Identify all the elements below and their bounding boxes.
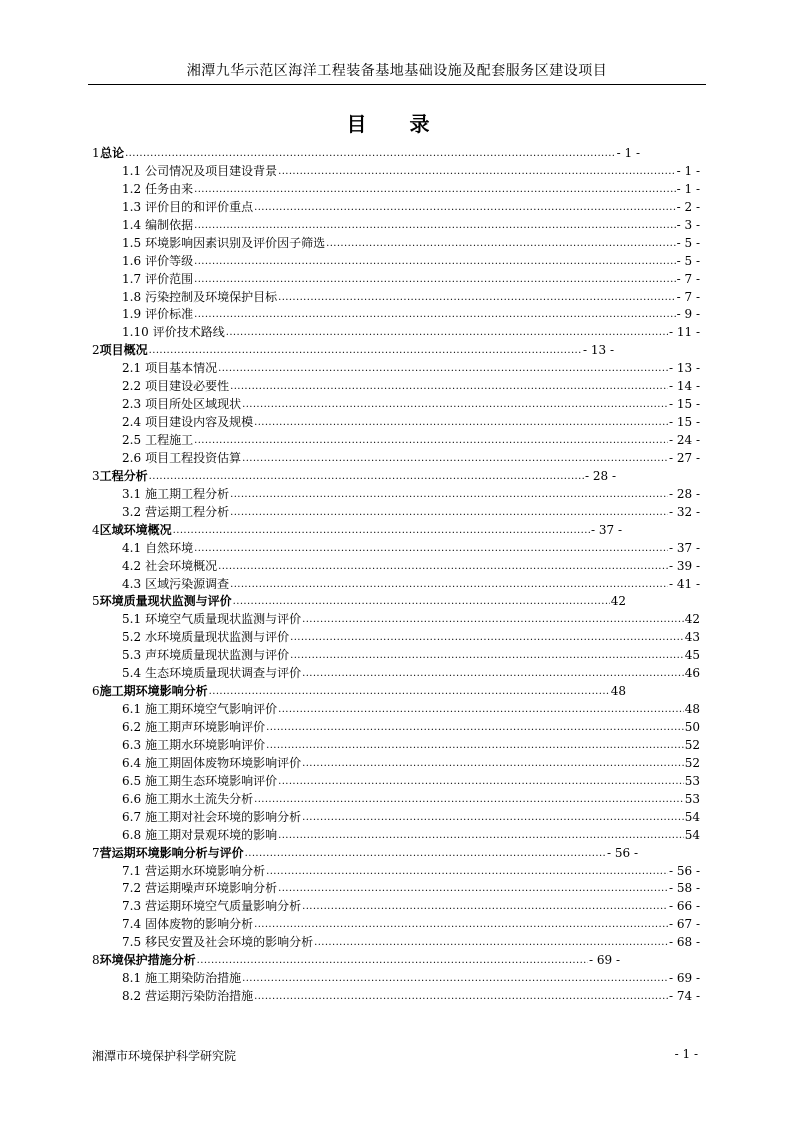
toc-entry-label: 施工期环境空气影响评价 (145, 702, 278, 717)
toc-entry-number: 1.5 (122, 235, 142, 250)
toc-entry-number: 1 (92, 146, 100, 160)
toc-section-entry[interactable] (92, 235, 700, 253)
toc-entry-page: - 14 - (668, 379, 700, 394)
toc-section-entry[interactable] (92, 181, 700, 199)
toc-entry-label: 项目建设必要性 (145, 379, 230, 394)
toc-section-entry[interactable] (92, 576, 700, 594)
toc-dot-leader (302, 897, 668, 916)
toc-dot-leader (254, 790, 684, 809)
toc-dot-leader (194, 270, 676, 289)
toc-dot-leader (254, 413, 668, 432)
toc-entry-number: 4.1 (122, 540, 142, 555)
toc-chapter-entry[interactable] (92, 593, 626, 611)
toc-dot-leader (242, 395, 668, 414)
toc-entry-label: 施工期固体废物环境影响评价 (145, 755, 302, 770)
toc-entry-page: 46 (684, 666, 700, 681)
toc-entry-page: - 74 - (668, 989, 700, 1004)
toc-section-entry[interactable] (92, 880, 700, 898)
toc-entry-page: 43 (684, 630, 700, 645)
toc-entry-label: 营运期环境影响分析与评价 (99, 845, 244, 860)
toc-entry-number: 1.2 (122, 181, 142, 196)
toc-entry-number: 1.3 (122, 199, 142, 214)
toc-entry-number: 6.8 (122, 827, 142, 842)
toc-entry-page: 48 (684, 702, 700, 717)
toc-entry-page: - 15 - (668, 397, 700, 412)
toc-section-entry[interactable] (92, 988, 700, 1006)
toc-entry-label: 自然环境 (145, 540, 194, 555)
toc-section-entry[interactable] (92, 504, 700, 522)
toc-entry-number: 7.5 (122, 935, 142, 950)
toc-section-entry[interactable] (92, 396, 700, 414)
toc-section-entry[interactable] (92, 414, 700, 432)
toc-entry-label: 施工期环境影响分析 (99, 684, 208, 699)
toc-dot-leader (266, 718, 684, 737)
toc-entry-page: 52 (684, 737, 700, 752)
toc-entry-label: 施工期生态环境影响评价 (145, 773, 278, 788)
toc-entry-label: 施工期对景观环境的影响 (145, 827, 278, 842)
toc-entry-page: - 1 - (676, 181, 700, 196)
toc-entry-page: - 56 - (668, 863, 700, 878)
toc-section-entry[interactable] (92, 611, 700, 629)
toc-entry-label: 工程分析 (99, 468, 148, 483)
toc-entry-number: 8 (92, 953, 100, 968)
toc-dot-leader (218, 359, 668, 378)
toc-dot-leader (173, 521, 590, 540)
toc-entry-number: 6.1 (122, 702, 142, 717)
toc-entry-page: - 5 - (676, 235, 700, 250)
toc-entry-page: 50 (684, 720, 700, 734)
toc-entry-page: - 37 - (668, 540, 700, 555)
toc-entry-page: - 24 - (668, 433, 700, 447)
toc-entry-page: - 5 - (676, 253, 700, 268)
toc-section-entry[interactable] (92, 558, 700, 576)
toc-dot-leader (197, 951, 588, 970)
toc-entry-label: 项目所处区域现状 (145, 397, 242, 412)
footer-page-number: - 1 - (674, 1047, 698, 1061)
toc-section-entry[interactable] (92, 306, 700, 324)
toc-entry-page: - 2 - (676, 199, 700, 214)
toc-entry-label: 施工期染防治措施 (145, 971, 242, 986)
toc-entry-label: 施工期工程分析 (145, 486, 230, 501)
toc-section-entry[interactable] (92, 253, 700, 271)
toc-entry-number: 7.3 (122, 899, 142, 914)
toc-entry-page: - 27 - (668, 450, 700, 465)
toc-section-entry[interactable] (92, 432, 700, 450)
toc-entry-page: 42 (684, 612, 700, 627)
toc-entry-number: 2.6 (122, 450, 142, 465)
toc-dot-leader (230, 503, 668, 522)
toc-section-entry[interactable] (92, 360, 700, 378)
toc-entry-page: 53 (684, 773, 700, 788)
toc-entry-number: 2.3 (122, 397, 142, 412)
toc-entry-label: 工程施工 (145, 433, 194, 447)
toc-dot-leader (194, 216, 676, 235)
toc-entry-number: 1.7 (122, 271, 142, 286)
toc-section-entry[interactable] (92, 378, 700, 396)
toc-entry-number: 8.1 (122, 971, 142, 986)
page-header: 湘潭九华示范区海洋工程装备基地基础设施及配套服务区建设项目 (88, 60, 706, 85)
toc-dot-leader (302, 610, 684, 629)
toc-entry-number: 2.5 (122, 433, 142, 447)
toc-entry-number: 4 (92, 522, 100, 537)
toc-dot-leader (230, 485, 668, 504)
toc-section-entry[interactable] (92, 970, 700, 988)
toc-entry-label: 环境影响因素识别及评价因子筛选 (145, 235, 326, 250)
toc-section-entry[interactable] (92, 737, 700, 755)
toc-entry-label: 评价目的和评价重点 (145, 199, 254, 214)
toc-entry-page: - 13 - (582, 343, 614, 358)
toc-entry-page: - 39 - (668, 558, 700, 573)
toc-section-entry[interactable] (92, 755, 700, 773)
toc-entry-number: 2.1 (122, 361, 142, 376)
toc-entry-number: 6 (92, 684, 100, 699)
toc-section-entry[interactable] (92, 289, 700, 307)
toc-dot-leader (278, 162, 676, 181)
toc-entry-number: 6.7 (122, 809, 142, 824)
toc-entry-number: 8.2 (122, 989, 142, 1004)
toc-dot-leader (266, 736, 684, 755)
toc-dot-leader (194, 431, 668, 450)
toc-dot-leader (302, 754, 684, 773)
toc-entry-page: - 9 - (676, 307, 700, 322)
table-of-contents (92, 145, 700, 1006)
toc-dot-leader (194, 539, 668, 558)
toc-section-entry[interactable] (92, 199, 700, 217)
toc-dot-leader (278, 772, 684, 791)
toc-entry-label: 区域污染源调查 (145, 576, 230, 591)
toc-chapter-entry[interactable] (92, 342, 614, 360)
toc-chapter-entry[interactable] (92, 683, 626, 701)
toc-entry-label: 营运期水环境影响分析 (145, 863, 266, 878)
toc-entry-page: - 69 - (588, 953, 620, 968)
toc-entry-number: 2.2 (122, 379, 142, 394)
toc-entry-label: 项目工程投资估算 (145, 450, 242, 465)
toc-entry-number: 6.6 (122, 791, 142, 806)
toc-entry-label: 项目建设内容及规模 (145, 415, 254, 430)
toc-entry-label: 评价技术路线 (152, 325, 225, 340)
toc-chapter-entry[interactable] (92, 952, 620, 970)
toc-entry-page: - 3 - (676, 217, 700, 232)
toc-entry-label: 施工期对社会环境的影响分析 (145, 809, 302, 824)
toc-entry-page: 45 (684, 648, 700, 663)
toc-dot-leader (125, 144, 616, 163)
toc-entry-page: - 28 - (584, 468, 616, 483)
toc-entry-page: 42 (610, 594, 626, 609)
toc-entry-label: 区域环境概况 (99, 522, 172, 537)
toc-chapter-entry[interactable] (92, 845, 638, 863)
toc-entry-page: 53 (684, 791, 700, 806)
toc-dot-leader (245, 844, 606, 863)
toc-dot-leader (194, 252, 676, 271)
toc-entry-label: 生态环境质量现状调查与评价 (145, 666, 302, 681)
toc-section-entry[interactable] (92, 629, 700, 647)
toc-section-entry[interactable] (92, 271, 700, 289)
toc-entry-number: 6.2 (122, 720, 142, 734)
toc-entry-label: 公司情况及项目建设背景 (145, 163, 278, 178)
toc-entry-page: 48 (610, 684, 626, 699)
toc-dot-leader (254, 198, 676, 217)
toc-entry-number: 6.3 (122, 737, 142, 752)
toc-entry-page: - 56 - (606, 845, 638, 860)
toc-section-entry[interactable] (92, 809, 700, 827)
toc-entry-number: 1.10 (122, 325, 149, 340)
toc-entry-number: 3 (92, 468, 100, 483)
toc-entry-label: 施工期声环境影响评价 (145, 720, 266, 734)
toc-section-entry[interactable] (92, 719, 700, 737)
toc-dot-leader (254, 987, 668, 1006)
toc-entry-page: - 67 - (668, 917, 700, 932)
toc-section-entry[interactable] (92, 324, 700, 342)
toc-entry-label: 移民安置及社会环境的影响分析 (145, 935, 314, 950)
toc-entry-number: 2.4 (122, 415, 142, 430)
toc-entry-label: 水环境质量现状监测与评价 (145, 630, 290, 645)
toc-dot-leader (326, 234, 676, 253)
toc-entry-page: - 7 - (676, 289, 700, 304)
toc-dot-leader (226, 323, 668, 342)
toc-section-entry[interactable] (92, 665, 700, 683)
toc-entry-page: - 13 - (668, 361, 700, 376)
toc-entry-label: 营运期环境空气质量影响分析 (145, 899, 302, 914)
toc-entry-number: 5.3 (122, 648, 142, 663)
toc-entry-number: 3.1 (122, 486, 142, 501)
toc-entry-number: 5.4 (122, 666, 142, 681)
toc-entry-page: - 37 - (590, 522, 622, 537)
toc-section-entry[interactable] (92, 647, 700, 665)
toc-dot-leader (233, 592, 610, 611)
toc-entry-number: 7 (92, 845, 100, 860)
toc-dot-leader (218, 557, 668, 576)
toc-entry-page: - 11 - (668, 325, 700, 340)
toc-entry-page: - 1 - (616, 146, 640, 160)
toc-entry-page: - 58 - (668, 881, 700, 896)
toc-dot-leader (209, 682, 610, 701)
toc-entry-label: 施工期水环境影响评价 (145, 737, 266, 752)
toc-dot-leader (149, 341, 582, 360)
toc-dot-leader (242, 969, 668, 988)
toc-entry-number: 1.8 (122, 289, 142, 304)
toc-entry-number: 7.1 (122, 863, 142, 878)
toc-section-entry[interactable] (92, 450, 700, 468)
toc-entry-page: 52 (684, 755, 700, 770)
toc-entry-number: 6.5 (122, 773, 142, 788)
toc-dot-leader (290, 646, 684, 665)
toc-dot-leader (266, 862, 668, 881)
toc-dot-leader (149, 467, 584, 486)
toc-entry-page: 54 (684, 827, 700, 842)
toc-entry-page: - 15 - (668, 415, 700, 430)
toc-entry-number: 1.1 (122, 163, 142, 178)
toc-entry-number: 2 (92, 343, 100, 358)
toc-dot-leader (278, 826, 684, 845)
toc-entry-page: - 32 - (668, 504, 700, 519)
toc-section-entry[interactable] (92, 540, 700, 558)
toc-entry-label: 评价等级 (145, 253, 194, 268)
toc-dot-leader (194, 180, 676, 199)
toc-entry-page: - 1 - (676, 163, 700, 178)
toc-entry-page: - 69 - (668, 971, 700, 986)
toc-entry-label: 社会环境概况 (145, 558, 218, 573)
toc-entry-label: 编制依据 (145, 217, 194, 232)
toc-entry-label: 营运期噪声环境影响分析 (145, 881, 278, 896)
toc-entry-number: 7.2 (122, 881, 142, 896)
toc-entry-label: 固体废物的影响分析 (145, 917, 254, 932)
toc-section-entry[interactable] (92, 791, 700, 809)
toc-entry-number: 5 (92, 594, 100, 609)
toc-entry-label: 污染控制及环境保护目标 (145, 289, 278, 304)
toc-dot-leader (278, 288, 676, 307)
toc-section-entry[interactable] (92, 916, 700, 934)
toc-section-entry[interactable] (92, 701, 700, 719)
toc-entry-page: 54 (684, 809, 700, 824)
toc-entry-label: 施工期水土流失分析 (145, 791, 254, 806)
toc-entry-number: 3.2 (122, 504, 142, 519)
toc-chapter-entry[interactable] (92, 468, 616, 486)
footer-organization: 湘潭市环境保护科学研究院 (92, 1049, 237, 1063)
toc-section-entry[interactable] (92, 163, 700, 181)
toc-section-entry[interactable] (92, 217, 700, 235)
toc-entry-number: 6.4 (122, 755, 142, 770)
toc-entry-label: 环境质量现状监测与评价 (99, 594, 232, 609)
toc-dot-leader (194, 305, 676, 324)
toc-entry-number: 5.1 (122, 612, 142, 627)
toc-entry-label: 声环境质量现状监测与评价 (145, 648, 290, 663)
toc-entry-number: 4.3 (122, 576, 142, 591)
toc-dot-leader (302, 664, 684, 683)
toc-entry-label: 环境保护措施分析 (99, 953, 196, 968)
toc-entry-number: 4.2 (122, 558, 142, 573)
toc-section-entry[interactable] (92, 934, 700, 952)
toc-dot-leader (230, 377, 668, 396)
toc-dot-leader (290, 628, 684, 647)
toc-dot-leader (254, 915, 668, 934)
toc-dot-leader (242, 449, 668, 468)
toc-entry-label: 项目基本情况 (145, 361, 218, 376)
toc-entry-label: 任务由来 (145, 181, 194, 196)
toc-chapter-entry[interactable] (92, 145, 640, 163)
toc-entry-label: 营运期工程分析 (145, 504, 230, 519)
toc-dot-leader (314, 933, 668, 952)
toc-entry-page: - 68 - (668, 935, 700, 950)
toc-entry-page: - 41 - (668, 576, 700, 591)
toc-dot-leader (302, 808, 684, 827)
toc-entry-number: 5.2 (122, 630, 142, 645)
toc-section-entry[interactable] (92, 863, 700, 881)
toc-section-entry[interactable] (92, 773, 700, 791)
toc-entry-label: 项目概况 (99, 343, 148, 358)
toc-entry-number: 1.9 (122, 307, 142, 322)
toc-chapter-entry[interactable] (92, 522, 622, 540)
toc-dot-leader (278, 700, 684, 719)
toc-entry-number: 1.6 (122, 253, 142, 268)
toc-dot-leader (278, 879, 668, 898)
toc-entry-label: 环境空气质量现状监测与评价 (145, 612, 302, 627)
toc-entry-number: 1.4 (122, 217, 142, 232)
toc-entry-label: 总论 (100, 146, 125, 160)
toc-section-entry[interactable] (92, 898, 700, 916)
toc-title: 目 录 (346, 112, 448, 136)
toc-entry-page: - 7 - (676, 271, 700, 286)
toc-entry-page: - 28 - (668, 486, 700, 501)
toc-section-entry[interactable] (92, 827, 700, 845)
toc-entry-label: 评价标准 (145, 307, 194, 322)
toc-section-entry[interactable] (92, 486, 700, 504)
toc-entry-number: 7.4 (122, 917, 142, 932)
toc-entry-page: - 66 - (668, 899, 700, 914)
toc-entry-label: 营运期污染防治措施 (145, 989, 254, 1004)
toc-dot-leader (230, 575, 668, 594)
toc-entry-label: 评价范围 (145, 271, 194, 286)
